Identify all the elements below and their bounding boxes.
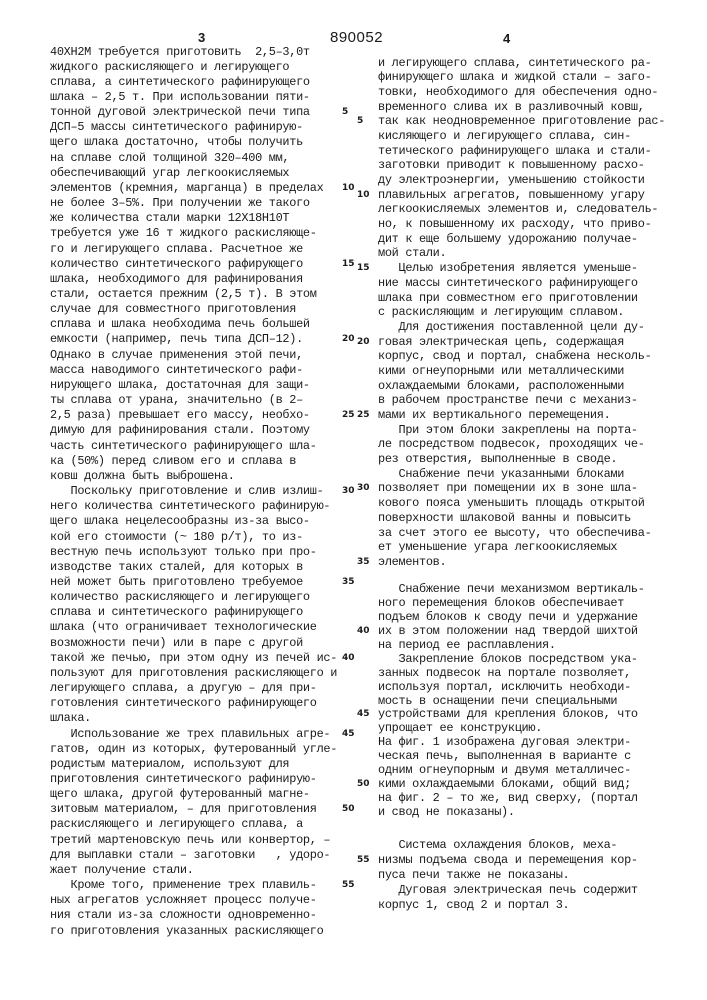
- text-line: [50, 560, 337, 575]
- text-line: [50, 772, 337, 787]
- text-line-content: димую для рафинирования стали. Поэтому: [50, 423, 310, 437]
- text-line: [378, 639, 645, 653]
- text-line: [378, 667, 645, 681]
- text-line-content: пользуют для приготовления раскисляющего и: [50, 666, 337, 680]
- text-line: [50, 181, 337, 196]
- line-number: 40: [357, 625, 370, 639]
- text-line: [378, 883, 638, 898]
- text-line-content: родистым материалом, используют для: [50, 757, 289, 771]
- text-line: [378, 393, 665, 408]
- text-line-content: ных агрегатов усложняет процесс получе-: [50, 893, 317, 907]
- text-line-content: легкоокисляемых элементов и, следователь-: [378, 202, 658, 216]
- text-line-content: щего шлака нецелесообразны из-за высо-: [50, 514, 310, 528]
- text-line: [378, 349, 665, 364]
- text-line: [378, 114, 665, 129]
- text-line-content: ковш должна быть выброшена.: [50, 469, 235, 483]
- text-line: [50, 393, 337, 408]
- text-line: [50, 302, 337, 317]
- text-line-content: ет уменьшение угара легкоокисляемых: [378, 540, 617, 554]
- right-text-column-part-3: [378, 838, 638, 913]
- text-line-content: используя портал, исключить необходи-: [378, 680, 631, 694]
- text-line-content: элементов (кремния, марганца) в пределах: [50, 181, 323, 195]
- text-line: [378, 695, 645, 709]
- text-line: [378, 764, 645, 778]
- text-line: [50, 636, 337, 651]
- text-line-content: ДСП–5 массы синтетического рафинирую-: [50, 120, 303, 134]
- text-line-content: корпус 1, свод 2 и портал 3.: [378, 898, 569, 912]
- text-line: [378, 379, 665, 394]
- text-line: [378, 232, 665, 247]
- text-line: [378, 437, 665, 452]
- text-line: [50, 75, 337, 90]
- text-line: [50, 545, 337, 560]
- text-line-content: такой же печью, при этом одну из печей ис-: [50, 651, 337, 665]
- text-line: [378, 467, 665, 482]
- text-line: [378, 611, 645, 625]
- text-line-content: жидкого раскисляющего и легирующего: [50, 60, 289, 74]
- line-number: 15: [342, 257, 355, 272]
- line-number: 10: [342, 181, 355, 196]
- text-line-content: нирующего шлака, достаточная для защи-: [50, 378, 310, 392]
- text-line: [50, 696, 337, 711]
- line-number: 25: [357, 408, 370, 423]
- text-line: [50, 666, 337, 681]
- text-line: [378, 868, 638, 883]
- text-line: [378, 423, 665, 438]
- text-line: [50, 469, 337, 484]
- text-line: [378, 305, 665, 320]
- text-line: [50, 166, 337, 181]
- text-line: [378, 555, 665, 570]
- text-line: [378, 158, 665, 173]
- line-number: 15: [357, 261, 370, 276]
- line-number: 5: [342, 105, 348, 120]
- text-line: [378, 261, 665, 276]
- text-line: [378, 70, 665, 85]
- text-line-content: вестную печь используют только при про-: [50, 545, 317, 559]
- text-line: [50, 530, 337, 545]
- text-line-content: щего шлака достаточно, чтобы получить: [50, 135, 303, 149]
- text-line: [50, 90, 337, 105]
- text-line-content: тетического рафинирующего шлака и стали-: [378, 144, 651, 158]
- text-line: [378, 853, 638, 868]
- text-line: [50, 317, 337, 332]
- text-line-content: Использование же трех плавильных агре-: [50, 727, 330, 741]
- text-line: [50, 878, 337, 893]
- text-line: [50, 817, 337, 832]
- text-line: [378, 202, 665, 217]
- text-line: [378, 898, 638, 913]
- line-number: 20: [357, 335, 370, 350]
- text-line: [50, 226, 337, 241]
- text-line: [50, 787, 337, 802]
- text-line-content: низмы подъема свода и перемещения кор-: [378, 853, 638, 867]
- text-line: [50, 575, 337, 590]
- text-line-content: их в этом положении над твердой шихтой: [378, 624, 638, 638]
- text-line: [50, 439, 337, 454]
- text-line-content: Система охлаждения блоков, меха-: [378, 838, 617, 852]
- text-line-content: него количества синтетического рафинирую-: [50, 499, 330, 513]
- text-line: [378, 750, 645, 764]
- text-line-content: Целью изобретения является уменьше-: [378, 261, 638, 275]
- text-line-content: 2,5 раза) превышает его массу, необхо-: [50, 408, 310, 422]
- text-line: [378, 496, 665, 511]
- text-line: [50, 908, 337, 923]
- text-line: [50, 211, 337, 226]
- text-line-content: ка (50%) перед сливом его и сплава в: [50, 454, 296, 468]
- text-line-content: Снабжение печи указанными блоками: [378, 467, 624, 481]
- text-line-content: сплава и синтетического рафинирующего: [50, 605, 303, 619]
- text-line-content: приготовления синтетического рафинирую-: [50, 772, 317, 786]
- text-line: [50, 605, 337, 620]
- text-line: [378, 320, 665, 335]
- text-line-content: так как неодновременное приготовление рас-: [378, 114, 665, 128]
- text-line-content: на фиг. 2 – то же, вид сверху, (портал: [378, 791, 638, 805]
- line-number: 30: [342, 484, 355, 499]
- text-line-content: шлака – 2,5 т. При использовании пяти-: [50, 90, 310, 104]
- text-line: [50, 332, 337, 347]
- text-line-content: временного слива их в разливочный ковш,: [378, 100, 645, 114]
- text-line: [378, 129, 665, 144]
- text-line-content: кими огнеупорными или металлическими: [378, 364, 624, 378]
- text-line-content: Снабжение печи механизмом вертикаль-: [378, 582, 645, 596]
- text-line-content: гатов, один из которых, футерованный угле-: [50, 742, 337, 756]
- text-line-content: жает получение стали.: [50, 863, 194, 877]
- patent-number: 890052: [330, 30, 383, 45]
- text-line-content: одним огнеупорным и двумя металличес-: [378, 763, 631, 777]
- text-line-content: изводстве таких сталей, для которых в: [50, 560, 303, 574]
- text-line: [50, 408, 337, 423]
- text-line: [50, 120, 337, 135]
- text-line: [378, 246, 665, 261]
- text-line-content: упрощает ее конструкцию.: [378, 721, 542, 735]
- text-line: [50, 893, 337, 908]
- text-line-content: ного перемещения блоков обеспечивает: [378, 596, 624, 610]
- text-line-content: возможности печи) или в паре с другой: [50, 636, 303, 650]
- text-line: [378, 291, 665, 306]
- text-line-content: ты сплава от урана, значительно (в 2–: [50, 393, 303, 407]
- left-text-column: [50, 45, 337, 939]
- text-line: [50, 802, 337, 817]
- text-line-content: готовления синтетического рафинирующего: [50, 696, 317, 710]
- text-line-content: товки, необходимого для обеспечения одно-: [378, 85, 658, 99]
- text-line: [50, 484, 337, 499]
- text-line: [378, 408, 665, 423]
- text-line-content: кими охлаждаемыми блоками, общий вид;: [378, 777, 631, 791]
- text-line: [50, 257, 337, 272]
- text-line: [50, 499, 337, 514]
- text-line-content: и свод не показаны).: [378, 805, 515, 819]
- text-line: [50, 742, 337, 757]
- text-line-content: мами их вертикального перемещения.: [378, 408, 610, 422]
- text-line-content: часть синтетического рафинирующего шла-: [50, 439, 317, 453]
- text-line: [378, 722, 645, 736]
- text-line-content: обеспечивающий угар легкоокисляемых: [50, 166, 289, 180]
- text-line-content: ле посредством подвесок, проходящих че-: [378, 437, 645, 451]
- text-line: [378, 736, 645, 750]
- text-line-content: говая электрическая цепь, содержащая: [378, 335, 624, 349]
- text-line: [378, 653, 645, 667]
- line-number: 45: [342, 727, 355, 742]
- text-line-content: требуется уже 16 т жидкого раскисляюще-: [50, 226, 317, 240]
- text-line-content: подъем блоков к своду печи и удержание: [378, 610, 638, 624]
- text-line: [50, 242, 337, 257]
- line-number: 40: [342, 651, 355, 666]
- text-line: [378, 708, 645, 722]
- text-line: [50, 590, 337, 605]
- text-line-content: масса наводимого синтетического рафи-: [50, 363, 303, 377]
- text-line-content: плавильных агрегатов, повышенному угару: [378, 188, 645, 202]
- text-line: [50, 423, 337, 438]
- text-line-content: щего шлака, другой футерованный магне-: [50, 787, 310, 801]
- text-line-content: и легирующего сплава, синтетического ра-: [378, 56, 651, 70]
- text-line: [378, 681, 645, 695]
- text-line-content: шлака, необходимого для рафинирования: [50, 272, 303, 286]
- text-line: [378, 806, 645, 820]
- line-number: 50: [342, 802, 355, 817]
- text-line-content: же количества стали марки 12Х18Н10Т: [50, 211, 289, 225]
- text-line-content: легирующего сплава, а другую – для при-: [50, 681, 317, 695]
- text-line-content: охлаждаемыми блоками, расположенными: [378, 379, 624, 393]
- text-line-content: раскисляющего и легирующего сплава, а: [50, 817, 303, 831]
- text-line: [378, 583, 645, 597]
- text-line: [50, 454, 337, 469]
- text-line-content: емкости (например, печь типа ДСП–12).: [50, 332, 303, 346]
- right-text-column-part-2: [378, 583, 645, 820]
- text-line-content: корпус, свод и портал, снабжена несколь-: [378, 349, 651, 363]
- text-line-content: пуса печи также не показаны.: [378, 868, 569, 882]
- text-line-content: третий мартеновскую печь или конвертор, –: [50, 833, 330, 847]
- text-line: [378, 276, 665, 291]
- line-number: 55: [357, 853, 370, 868]
- text-line: [50, 363, 337, 378]
- text-line: [50, 348, 337, 363]
- text-line-content: не более 3–5%. При получении же такого: [50, 196, 310, 210]
- text-line: [50, 681, 337, 696]
- text-line: [378, 144, 665, 159]
- line-number: 55: [342, 878, 355, 893]
- line-number: 35: [342, 575, 355, 590]
- text-line-content: зитовым материалом, – для приготовления: [50, 802, 317, 816]
- line-number: 45: [357, 708, 370, 722]
- text-line-content: шлака (что ограничивает технологические: [50, 620, 317, 634]
- text-line: [50, 378, 337, 393]
- text-line-content: кой его стоимости (~ 180 р/т), то из-: [50, 530, 303, 544]
- text-line: [50, 60, 337, 75]
- text-line-content: финирующего шлака и жидкой стали – заго-: [378, 70, 651, 84]
- text-line: [378, 85, 665, 100]
- text-line-content: Закрепление блоков посредством ука-: [378, 652, 638, 666]
- text-line-content: 40ХН2М требуется приготовить 2,5–3,0т: [50, 45, 310, 59]
- text-line-content: Дуговая электрическая печь содержит: [378, 883, 638, 897]
- text-line: [50, 514, 337, 529]
- text-line: [50, 135, 337, 150]
- text-line: [378, 526, 665, 541]
- text-line: [50, 727, 337, 742]
- text-line-content: кисляющего и легирующего сплава, син-: [378, 129, 631, 143]
- text-line-content: поверхности шлаковой ванны и повысить: [378, 511, 631, 525]
- text-line-content: тонной дуговой электрической печи типа: [50, 105, 310, 119]
- text-line-content: на период ее расплавления.: [378, 638, 556, 652]
- text-line: [50, 711, 337, 726]
- text-line-content: мость в оснащении печи специальными: [378, 694, 617, 708]
- text-line: [378, 335, 665, 350]
- text-line-content: Поскольку приготовление и слив излиш-: [50, 484, 323, 498]
- text-line: [378, 540, 665, 555]
- text-line-content: ческая печь, выполненная в варианте с: [378, 749, 631, 763]
- text-line-content: ния стали из-за сложности одновременно-: [50, 908, 317, 922]
- text-line: [378, 792, 645, 806]
- text-line: [378, 597, 645, 611]
- text-line-content: ней может быть приготовлено требуемое: [50, 575, 303, 589]
- text-line: [378, 364, 665, 379]
- text-line-content: шлака при совместном его приготовлении: [378, 291, 638, 305]
- text-line-content: дит к еще большему удорожанию получае-: [378, 232, 638, 246]
- text-line-content: на сплаве слой толщиной 320–400 мм,: [50, 151, 289, 165]
- line-number: 20: [342, 332, 355, 347]
- text-line-content: сплава и шлака необходима печь большей: [50, 317, 310, 331]
- text-line: [378, 452, 665, 467]
- text-line: [378, 625, 645, 639]
- text-line-content: количество синтетического рафирующего: [50, 257, 303, 271]
- text-line-content: случае для совместного приготовления: [50, 302, 296, 316]
- text-line-content: но, к повышенному их расходу, что приво-: [378, 217, 651, 231]
- text-line-content: рез отверстия, выполненные в своде.: [378, 452, 617, 466]
- text-line-content: в рабочем пространстве печи с механиз-: [378, 393, 638, 407]
- text-line: [378, 481, 665, 496]
- line-number: 30: [357, 481, 370, 496]
- text-line: [50, 105, 337, 120]
- text-line: [50, 757, 337, 772]
- text-line-content: го и легирующего сплава. Расчетное же: [50, 242, 303, 256]
- text-line-content: го приготовления указанных раскисляющего: [50, 924, 323, 938]
- text-line-content: сплава, а синтетического рафинирующего: [50, 75, 310, 89]
- text-line: [50, 272, 337, 287]
- text-line-content: ду электроэнергии, уменьшению стойкости: [378, 173, 645, 187]
- text-line: [378, 188, 665, 203]
- text-line: [378, 56, 665, 71]
- text-line-content: Для достижения поставленной цели ду-: [378, 320, 645, 334]
- page-number-left: 3: [198, 30, 205, 45]
- line-number: 10: [357, 188, 370, 203]
- text-line: [378, 511, 665, 526]
- text-line-content: При этом блоки закреплены на порта-: [378, 423, 638, 437]
- text-line-content: элементов.: [378, 555, 446, 569]
- text-line: [50, 924, 337, 939]
- text-line-content: с раскисляющим и легирующим сплавом.: [378, 305, 624, 319]
- text-line-content: шлака.: [50, 711, 91, 725]
- line-number: 50: [357, 778, 370, 792]
- text-line: [378, 217, 665, 232]
- text-line-content: мой стали.: [378, 246, 446, 260]
- text-line-content: позволяет при помещении их в зоне шла-: [378, 481, 638, 495]
- text-line: [50, 287, 337, 302]
- text-line: [378, 778, 645, 792]
- text-line-content: стали, остается прежним (2,5 т). В этом: [50, 287, 317, 301]
- text-line-content: кового пояса уменьшить площадь открытой: [378, 496, 645, 510]
- text-line: [50, 848, 337, 863]
- text-line-content: Однако в случае применения этой печи,: [50, 348, 303, 362]
- text-line: [378, 100, 665, 115]
- text-line-content: для выплавки стали – заготовки , удоро-: [50, 848, 330, 862]
- line-number: 35: [357, 555, 370, 570]
- text-line-content: занных подвесок на портале позволяет,: [378, 666, 631, 680]
- line-number: 25: [342, 408, 355, 423]
- text-line-content: Кроме того, применение трех плавиль-: [50, 878, 317, 892]
- text-line: [50, 651, 337, 666]
- text-line-content: устройствами для крепления блоков, что: [378, 707, 638, 721]
- line-number: 5: [357, 114, 363, 129]
- text-line-content: ние массы синтетического рафинирующего: [378, 276, 638, 290]
- text-line: [50, 196, 337, 211]
- text-line: [50, 45, 337, 60]
- text-line: [50, 833, 337, 848]
- right-text-column-part-1: [378, 56, 665, 570]
- page-number-right: 4: [503, 31, 510, 46]
- text-line-content: за счет этого ее высоту, что обеспечива-: [378, 526, 651, 540]
- text-line-content: количество раскисляющего и легирующего: [50, 590, 310, 604]
- text-line-content: заготовки приводит к повышенному расхо-: [378, 158, 645, 172]
- text-line-content: На фиг. 1 изображена дуговая электри-: [378, 735, 631, 749]
- text-line: [378, 173, 665, 188]
- text-line: [50, 620, 337, 635]
- text-line: [50, 151, 337, 166]
- text-line: [378, 838, 638, 853]
- text-line: [50, 863, 337, 878]
